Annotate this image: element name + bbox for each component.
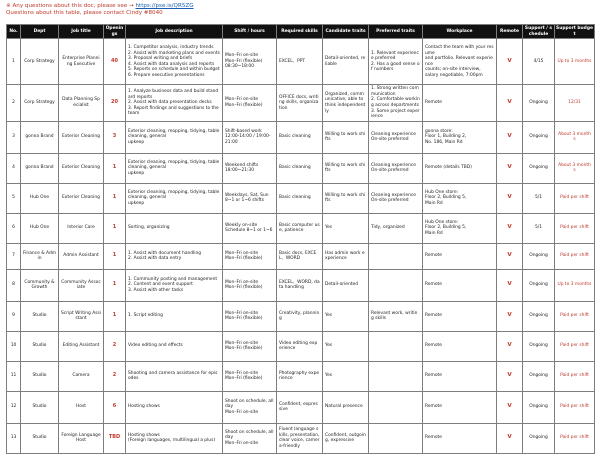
table-row bbox=[7, 423, 595, 453]
cell-hours bbox=[223, 361, 277, 391]
column-header: Required skills bbox=[277, 25, 323, 39]
cell-line: Cleaning experience bbox=[371, 192, 416, 198]
cell-skills: EXCEL、PPT bbox=[277, 39, 323, 85]
cell-no: 3 bbox=[7, 121, 21, 153]
cell-prefer bbox=[369, 243, 423, 269]
cell-line: 1. Analyze business data and build standard reports bbox=[128, 88, 219, 100]
cell-count: 6 bbox=[104, 391, 126, 423]
cell-dept: gonna Brand bbox=[21, 121, 59, 153]
cell-line: Floor 1, Building 2, bbox=[425, 134, 467, 140]
table-row bbox=[7, 183, 595, 213]
cell-no: 6 bbox=[7, 213, 21, 243]
column-header: No. bbox=[7, 25, 21, 39]
cell-line: Contact the team with your resume bbox=[425, 44, 494, 56]
cell-desc bbox=[126, 121, 223, 153]
table-header bbox=[7, 25, 595, 39]
column-header: Candidate traits bbox=[323, 25, 369, 39]
cell-title: Host bbox=[59, 391, 104, 423]
cell-line: Weekend shifts bbox=[225, 162, 259, 168]
cell-sched: Ongoing bbox=[523, 85, 555, 122]
cell-place bbox=[423, 213, 497, 243]
cell-dept: Corp Strategy bbox=[21, 39, 59, 85]
cell-title: Editing Assistant bbox=[59, 331, 104, 361]
cell-no: 13 bbox=[7, 423, 21, 453]
cell-line: 2. Assist with data entry bbox=[128, 256, 182, 262]
cell-hours bbox=[223, 269, 277, 301]
cell-skills: Video editing experience bbox=[277, 331, 323, 361]
cell-desc bbox=[126, 85, 223, 122]
cell-line: 3. Assist with other tasks bbox=[128, 288, 184, 294]
cell-no: 12 bbox=[7, 391, 21, 423]
cell-line: upkeep bbox=[128, 140, 145, 146]
cell-hours bbox=[223, 243, 277, 269]
cell-hours bbox=[223, 39, 277, 85]
table-row bbox=[7, 243, 595, 269]
cell-desc bbox=[126, 243, 223, 269]
cell-line: Mon–Fri on-site bbox=[225, 340, 259, 346]
cell-count: 1 bbox=[104, 153, 126, 183]
cell-line: Mon–Fri (flexible) bbox=[225, 316, 263, 322]
table-row bbox=[7, 269, 595, 301]
cell-dept: Hub One bbox=[21, 213, 59, 243]
cell-line: Exterior cleaning, mopping, tidying, table cleaning, general bbox=[128, 128, 220, 140]
cell-no: 8 bbox=[7, 269, 21, 301]
cell-place: Remote bbox=[423, 243, 497, 269]
cell-title: Community Associate bbox=[59, 269, 104, 301]
cell-title: Exterior Cleaning bbox=[59, 121, 104, 153]
cell-place bbox=[423, 121, 497, 153]
cell-count: 2 bbox=[104, 331, 126, 361]
cell-line: Hub One store: bbox=[425, 189, 459, 195]
cell-no: 2 bbox=[7, 85, 21, 122]
cell-traits: Yes bbox=[323, 331, 369, 361]
cell-place bbox=[423, 183, 497, 213]
cell-no: 4 bbox=[7, 153, 21, 183]
table-row bbox=[7, 153, 595, 183]
table-row bbox=[7, 391, 595, 423]
table-row bbox=[7, 121, 595, 153]
cell-prefer bbox=[369, 183, 423, 213]
cell-prefer bbox=[369, 39, 423, 85]
cell-line: gonna store: bbox=[425, 128, 453, 134]
cell-hours bbox=[223, 213, 277, 243]
cell-prefer: Tidy, organized bbox=[369, 213, 423, 243]
cell-line: Cleaning experience bbox=[371, 131, 416, 137]
cell-count: TBD bbox=[104, 423, 126, 453]
cell-remote: V bbox=[497, 269, 523, 301]
cell-line: Mon–Fri on-site bbox=[225, 310, 259, 316]
cell-sched: 5/1 bbox=[523, 183, 555, 213]
cell-fund: About 3 months bbox=[555, 121, 595, 153]
cell-count: 20 bbox=[104, 85, 126, 122]
cell-line: Floor 2, Building 5, bbox=[425, 225, 467, 231]
table-row bbox=[7, 213, 595, 243]
cell-line: Mon–Fri on-site bbox=[225, 97, 259, 103]
cell-line: Floor 2, Building 5, bbox=[425, 195, 467, 201]
cell-no: 7 bbox=[7, 243, 21, 269]
cell-remote: V bbox=[497, 243, 523, 269]
cell-line: Schedule 8~1 or 1~6 bbox=[225, 228, 273, 234]
cell-line: Main Rd bbox=[425, 201, 443, 207]
cell-line: 2. Assist with marketing plans and events bbox=[128, 50, 220, 56]
cell-line: 2. Content and event support bbox=[128, 282, 193, 288]
cell-sched: 4/15 bbox=[523, 39, 555, 85]
cell-dept: Hub One bbox=[21, 183, 59, 213]
cell-remote: V bbox=[497, 301, 523, 331]
cell-place: Remote bbox=[423, 301, 497, 331]
cell-desc bbox=[126, 361, 223, 391]
cell-line: Weekdays, Sat, Sun bbox=[225, 192, 269, 198]
cell-skills: Basic cleaning bbox=[277, 153, 323, 183]
cell-line: Shoot on schedule, all day bbox=[225, 429, 274, 441]
cell-line: and portfolio. Relevant experience bbox=[425, 56, 493, 67]
column-header: Shift / hours bbox=[223, 25, 277, 39]
column-header: Support budget bbox=[555, 25, 595, 39]
cell-desc bbox=[126, 423, 223, 453]
cell-line: 1. Strong written communication bbox=[371, 86, 419, 97]
cell-remote: V bbox=[497, 85, 523, 122]
table-row bbox=[7, 39, 595, 85]
cell-fund: About 3 months bbox=[555, 153, 595, 183]
cell-sched: Ongoing bbox=[523, 121, 555, 153]
cell-title: Foreign Language Host bbox=[59, 423, 104, 453]
cell-line: 3. Report findings and suggestions to the team bbox=[128, 105, 219, 117]
column-header: Openings bbox=[104, 25, 126, 39]
cell-skills: Basic docs, EXCEL、WORD bbox=[277, 243, 323, 269]
cell-no: 5 bbox=[7, 183, 21, 213]
cell-fund: Paid per shift bbox=[555, 391, 595, 423]
cell-fund: Paid per shift bbox=[555, 243, 595, 269]
cell-hours bbox=[223, 153, 277, 183]
cell-line: Video editing and effects bbox=[128, 343, 183, 349]
cell-remote: V bbox=[497, 39, 523, 85]
cell-title: Data Planning Specialist bbox=[59, 85, 104, 122]
cell-no: 10 bbox=[7, 331, 21, 361]
notice-text: ※ Any questions about this doc, please see → bbox=[6, 3, 134, 9]
cell-line: salary negotiable, 7:00pm bbox=[425, 72, 483, 78]
cell-fund: Paid per shift bbox=[555, 361, 595, 391]
cell-dept: Finance & Admin bbox=[21, 243, 59, 269]
cell-fund: Paid per shift bbox=[555, 423, 595, 453]
cell-remote: V bbox=[497, 391, 523, 423]
cell-line: 1. Relevant experience preferred bbox=[371, 50, 419, 62]
cell-fund: Paid per shift bbox=[555, 183, 595, 213]
cell-line: Shift-based work bbox=[225, 128, 262, 134]
cell-remote: V bbox=[497, 331, 523, 361]
cell-skills: Basic cleaning bbox=[277, 183, 323, 213]
cell-title: Enterprise Planning Executive bbox=[59, 39, 104, 85]
cell-place: Remote (details TBD) bbox=[423, 153, 497, 183]
cell-line: 8~1 or 1~6 shifts bbox=[225, 198, 264, 204]
column-header: Preferred traits bbox=[369, 25, 423, 39]
cell-line: Hosting shows bbox=[128, 432, 160, 438]
cell-prefer bbox=[369, 361, 423, 391]
column-header: Remote bbox=[497, 25, 523, 39]
cell-dept: Studio bbox=[21, 331, 59, 361]
cell-no: 11 bbox=[7, 361, 21, 391]
cell-sched: Ongoing bbox=[523, 153, 555, 183]
cell-line: Mon–Fri (flexible) bbox=[225, 285, 263, 291]
cell-prefer bbox=[369, 331, 423, 361]
column-header: Workplace bbox=[423, 25, 497, 39]
cell-fund: Paid per shift bbox=[555, 331, 595, 361]
cell-line: 3. Proposal writing and briefs bbox=[128, 56, 193, 62]
cell-fund: 12/31 bbox=[555, 85, 595, 122]
cell-line: 3. Some project experience bbox=[371, 108, 420, 120]
cell-dept: Studio bbox=[21, 423, 59, 453]
cell-line: Mon–Fri (flexible) bbox=[225, 256, 263, 262]
cell-desc bbox=[126, 213, 223, 243]
cell-count: 1 bbox=[104, 213, 126, 243]
cell-skills: Photography experience bbox=[277, 361, 323, 391]
cell-fund: Up to 3 months bbox=[555, 269, 595, 301]
cell-traits: Willing to work shifts bbox=[323, 121, 369, 153]
cell-sched: Ongoing bbox=[523, 361, 555, 391]
cell-line: Mon–Fri on-site bbox=[225, 410, 259, 416]
cell-line: 21:00 bbox=[225, 140, 238, 146]
cell-line: Mon–Fri on-site bbox=[225, 370, 259, 376]
cell-title: Exterior Cleaning bbox=[59, 183, 104, 213]
cell-line: Exterior cleaning, mopping, tidying, table cleaning, general bbox=[128, 159, 220, 171]
table-row bbox=[7, 331, 595, 361]
cell-dept: Studio bbox=[21, 391, 59, 423]
cell-count: 40 bbox=[104, 39, 126, 85]
column-header: Job title bbox=[59, 25, 104, 39]
cell-line: upkeep bbox=[128, 201, 145, 207]
notice-link[interactable]: https://pse.is/QR5ZG bbox=[135, 3, 194, 9]
cell-line: No. 186, Main Rd bbox=[425, 140, 463, 146]
cell-line: 2. Has a good sense of numbers bbox=[371, 61, 420, 73]
cell-traits: Willing to work shifts bbox=[323, 153, 369, 183]
cell-count: 3 bbox=[104, 121, 126, 153]
cell-line: counts; on-site interview, bbox=[425, 67, 481, 73]
cell-no: 1 bbox=[7, 39, 21, 85]
cell-prefer bbox=[369, 391, 423, 423]
cell-hours bbox=[223, 331, 277, 361]
cell-desc bbox=[126, 391, 223, 423]
cell-line: (Foreign languages, multilingual a plus) bbox=[128, 438, 216, 444]
cell-line: 2. Comfortable working across departments bbox=[371, 97, 420, 108]
cell-title: Script Writing Assistant bbox=[59, 301, 104, 331]
table-row bbox=[7, 85, 595, 122]
column-header: Dept bbox=[21, 25, 59, 39]
cell-count: 1 bbox=[104, 243, 126, 269]
cell-line: Mon–Fri (flexible) bbox=[225, 102, 263, 108]
cell-fund: Up to 3 months bbox=[555, 39, 595, 85]
cell-skills: OFFICE docs, writing skills, organization bbox=[277, 85, 323, 122]
cell-place: Remote bbox=[423, 423, 497, 453]
cell-line: On-site preferred bbox=[371, 168, 409, 174]
document-header bbox=[6, 3, 594, 25]
cell-dept: Corp Strategy bbox=[21, 85, 59, 122]
cell-sched: Ongoing bbox=[523, 301, 555, 331]
cell-line: 1. Script editing bbox=[128, 313, 163, 319]
cell-desc bbox=[126, 183, 223, 213]
cell-place: Remote bbox=[423, 391, 497, 423]
cell-line: 1. Competitor analysis, industry trends bbox=[128, 44, 214, 50]
cell-skills: EXCEL、WORD, data handling bbox=[277, 269, 323, 301]
cell-line: Hub One store: bbox=[425, 219, 459, 225]
cell-line: Shooting and camera assistance for episodes bbox=[128, 370, 218, 382]
cell-prefer bbox=[369, 269, 423, 301]
cell-hours bbox=[223, 423, 277, 453]
cell-count: 1 bbox=[104, 269, 126, 301]
cell-traits: Willing to work shifts bbox=[323, 183, 369, 213]
column-header: Support / schedule bbox=[523, 25, 555, 39]
cell-title: Exterior Cleaning bbox=[59, 153, 104, 183]
cell-count: 2 bbox=[104, 361, 126, 391]
cell-fund: Paid per shift bbox=[555, 213, 595, 243]
cell-hours bbox=[223, 85, 277, 122]
cell-traits: Natural presence bbox=[323, 391, 369, 423]
cell-skills: Basic cleaning bbox=[277, 121, 323, 153]
cell-traits: Yes bbox=[323, 213, 369, 243]
cell-line: Cleaning experience bbox=[371, 162, 416, 168]
cell-prefer bbox=[369, 85, 423, 122]
cell-line: Main Rd bbox=[425, 231, 443, 237]
table-row bbox=[7, 301, 595, 331]
cell-prefer: Relevant work, writing skills bbox=[369, 301, 423, 331]
cell-hours bbox=[223, 183, 277, 213]
cell-place: Remote bbox=[423, 331, 497, 361]
cell-hours bbox=[223, 121, 277, 153]
job-openings-table bbox=[6, 24, 595, 454]
cell-remote: V bbox=[497, 183, 523, 213]
cell-line: upkeep bbox=[128, 171, 145, 177]
cell-line: Weekly on-site bbox=[225, 222, 258, 228]
cell-desc bbox=[126, 153, 223, 183]
cell-prefer bbox=[369, 153, 423, 183]
cell-desc bbox=[126, 39, 223, 85]
cell-title: Camera bbox=[59, 361, 104, 391]
cell-fund: Paid per shift bbox=[555, 301, 595, 331]
cell-traits: Yes bbox=[323, 361, 369, 391]
cell-skills: Basic computer use, patience bbox=[277, 213, 323, 243]
cell-count: 1 bbox=[104, 183, 126, 213]
cell-traits: Organized, communicative, able to think independently bbox=[323, 85, 369, 122]
cell-line: 1. Assist with document handling bbox=[128, 250, 202, 256]
cell-line: Mon–Fri (flexible) bbox=[225, 58, 263, 64]
cell-hours bbox=[223, 391, 277, 423]
cell-desc bbox=[126, 331, 223, 361]
cell-count: 1 bbox=[104, 301, 126, 331]
table-row bbox=[7, 361, 595, 391]
cell-sched: 5/1 bbox=[523, 213, 555, 243]
cell-place bbox=[423, 39, 497, 85]
cell-remote: V bbox=[497, 213, 523, 243]
cell-place: Remote bbox=[423, 85, 497, 122]
cell-line: 08:30~18:00 bbox=[225, 64, 254, 70]
cell-line: 5. Reports on schedule and within budget bbox=[128, 67, 220, 73]
cell-dept: Community & Growth bbox=[21, 269, 59, 301]
cell-line: Exterior cleaning, mopping, tidying, table cleaning, general bbox=[128, 189, 220, 201]
cell-line: 12:00-14:00 / 19:00- bbox=[225, 134, 271, 140]
cell-dept: Studio bbox=[21, 361, 59, 391]
cell-place: Remote bbox=[423, 361, 497, 391]
column-header: Job description bbox=[126, 25, 223, 39]
cell-line: 1. Community posting and management bbox=[128, 276, 218, 282]
cell-traits: Yes bbox=[323, 301, 369, 331]
cell-line: 18:00~21:30 bbox=[225, 168, 254, 174]
cell-line: Shoot on schedule, all day bbox=[225, 398, 274, 410]
cell-place: Remote bbox=[423, 269, 497, 301]
cell-remote: V bbox=[497, 423, 523, 453]
cell-line: Hosting shows bbox=[128, 404, 160, 410]
cell-traits: Detail-oriented bbox=[323, 269, 369, 301]
cell-line: Mon–Fri on-site bbox=[225, 250, 259, 256]
header-row bbox=[7, 25, 595, 39]
cell-desc bbox=[126, 301, 223, 331]
cell-line: 6. Prepare executive presentations bbox=[128, 72, 205, 78]
cell-skills: Creativity, planning bbox=[277, 301, 323, 331]
cell-line: Mon–Fri (flexible) bbox=[225, 376, 263, 382]
cell-line: Mon–Fri on-site bbox=[225, 53, 259, 59]
table-body bbox=[7, 39, 595, 454]
cell-desc bbox=[126, 269, 223, 301]
cell-line: On-site preferred bbox=[371, 137, 409, 143]
cell-sched: Ongoing bbox=[523, 269, 555, 301]
cell-line: Sorting, organizing bbox=[128, 225, 170, 231]
cell-sched: Ongoing bbox=[523, 331, 555, 361]
cell-line: Mon–Fri on-site bbox=[225, 441, 259, 447]
cell-no: 9 bbox=[7, 301, 21, 331]
cell-traits: Confident, outgoing, expressive bbox=[323, 423, 369, 453]
cell-dept: gonna Brand bbox=[21, 153, 59, 183]
cell-sched: Ongoing bbox=[523, 391, 555, 423]
cell-sched: Ongoing bbox=[523, 243, 555, 269]
cell-line: 4. Assist with data analysis and reports bbox=[128, 61, 215, 67]
cell-traits: Has admin work experience bbox=[323, 243, 369, 269]
cell-prefer bbox=[369, 423, 423, 453]
cell-hours bbox=[223, 301, 277, 331]
cell-remote: V bbox=[497, 361, 523, 391]
cell-title: Interior Care bbox=[59, 213, 104, 243]
header-contact: Questions about this table, please contact Cindy #8040 bbox=[6, 10, 163, 16]
cell-skills: Confident, expressive bbox=[277, 391, 323, 423]
cell-skills: Fluent language skills, presentation, clear voice, camera-friendly bbox=[277, 423, 323, 453]
cell-dept: Studio bbox=[21, 301, 59, 331]
cell-traits: Detail-oriented, reliable bbox=[323, 39, 369, 85]
cell-remote: V bbox=[497, 153, 523, 183]
cell-line: On-site preferred bbox=[371, 198, 409, 204]
cell-title: Admin Assistant bbox=[59, 243, 104, 269]
header-notice bbox=[6, 3, 594, 10]
cell-prefer bbox=[369, 121, 423, 153]
cell-line: Mon–Fri (flexible) bbox=[225, 346, 263, 352]
cell-remote: V bbox=[497, 121, 523, 153]
cell-line: Mon–Fri on-site bbox=[225, 279, 259, 285]
cell-sched: Ongoing bbox=[523, 423, 555, 453]
cell-line: 2. Assist with data presentation decks bbox=[128, 100, 212, 106]
